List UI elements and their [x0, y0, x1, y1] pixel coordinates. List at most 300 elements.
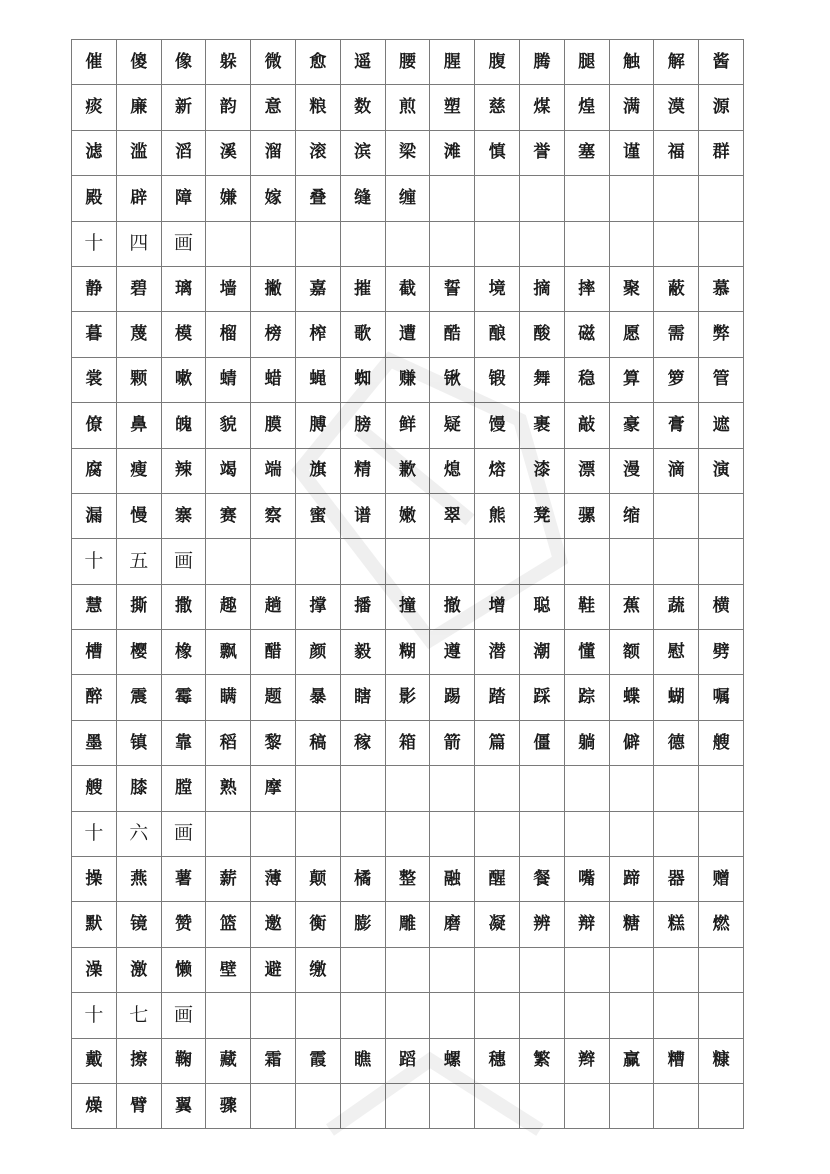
- character-cell: 艘: [72, 766, 117, 811]
- character-cell: 滔: [161, 130, 206, 175]
- stroke-heading-cell: [385, 221, 430, 266]
- character-cell: 漏: [72, 493, 117, 538]
- character-cell: 源: [699, 85, 744, 130]
- stroke-heading-cell: 画: [161, 539, 206, 584]
- empty-cell: [564, 766, 609, 811]
- character-cell: 端: [251, 448, 296, 493]
- character-cell: 煌: [564, 85, 609, 130]
- character-cell: 旗: [295, 448, 340, 493]
- character-cell: 蕉: [609, 584, 654, 629]
- character-cell: 漠: [654, 85, 699, 130]
- character-cell: 愈: [295, 40, 340, 85]
- empty-cell: [475, 947, 520, 992]
- character-cell: 辨: [519, 902, 564, 947]
- character-cell: 慰: [654, 630, 699, 675]
- character-cell: 凳: [519, 493, 564, 538]
- character-cell: 艘: [699, 720, 744, 765]
- empty-cell: [430, 176, 475, 221]
- character-cell: 稿: [295, 720, 340, 765]
- character-cell: 廉: [116, 85, 161, 130]
- character-cell: 蜡: [251, 357, 296, 402]
- empty-cell: [699, 176, 744, 221]
- character-cell: 疑: [430, 403, 475, 448]
- character-cell: 溪: [206, 130, 251, 175]
- character-row: [72, 448, 744, 493]
- character-cell: 缠: [385, 176, 430, 221]
- stroke-heading-cell: 十: [72, 811, 117, 856]
- character-cell: 蜻: [206, 357, 251, 402]
- character-cell: 潜: [475, 630, 520, 675]
- character-cell: 糕: [654, 902, 699, 947]
- character-cell: 慕: [699, 266, 744, 311]
- character-cell: 膏: [654, 403, 699, 448]
- character-cell: 殿: [72, 176, 117, 221]
- character-cell: 躺: [564, 720, 609, 765]
- stroke-heading-cell: [430, 539, 475, 584]
- stroke-heading-row: [72, 221, 744, 266]
- character-cell: 解: [654, 40, 699, 85]
- stroke-heading-cell: 画: [161, 221, 206, 266]
- character-cell: 暮: [72, 312, 117, 357]
- character-cell: 樱: [116, 630, 161, 675]
- character-cell: 辫: [564, 1038, 609, 1083]
- character-cell: 蜘: [340, 357, 385, 402]
- character-cell: 嘱: [699, 675, 744, 720]
- character-cell: 醉: [72, 675, 117, 720]
- character-cell: 群: [699, 130, 744, 175]
- character-cell: 篇: [475, 720, 520, 765]
- character-row: [72, 584, 744, 629]
- character-cell: 微: [251, 40, 296, 85]
- character-cell: 缝: [340, 176, 385, 221]
- character-cell: 梁: [385, 130, 430, 175]
- character-cell: 霞: [295, 1038, 340, 1083]
- character-cell: 糟: [654, 1038, 699, 1083]
- character-cell: 腐: [72, 448, 117, 493]
- character-cell: 燥: [72, 1083, 117, 1128]
- stroke-heading-cell: 十: [72, 539, 117, 584]
- character-cell: 遭: [385, 312, 430, 357]
- character-cell: 霜: [251, 1038, 296, 1083]
- character-cell: 嫩: [385, 493, 430, 538]
- character-cell: 蝴: [654, 675, 699, 720]
- stroke-heading-cell: [206, 993, 251, 1038]
- character-cell: 蔑: [116, 312, 161, 357]
- character-row: [72, 403, 744, 448]
- character-cell: 静: [72, 266, 117, 311]
- character-cell: 数: [340, 85, 385, 130]
- empty-cell: [699, 947, 744, 992]
- character-cell: 嘉: [295, 266, 340, 311]
- stroke-heading-cell: [475, 221, 520, 266]
- character-cell: 磁: [564, 312, 609, 357]
- character-cell: 薄: [251, 857, 296, 902]
- empty-cell: [519, 1083, 564, 1128]
- character-cell: 煤: [519, 85, 564, 130]
- character-cell: 雕: [385, 902, 430, 947]
- stroke-heading-cell: [295, 539, 340, 584]
- character-cell: 嘴: [564, 857, 609, 902]
- character-cell: 赠: [699, 857, 744, 902]
- empty-cell: [295, 1083, 340, 1128]
- character-cell: 煎: [385, 85, 430, 130]
- empty-cell: [609, 947, 654, 992]
- character-cell: 镇: [116, 720, 161, 765]
- character-cell: 壁: [206, 947, 251, 992]
- character-cell: 辣: [161, 448, 206, 493]
- character-cell: 播: [340, 584, 385, 629]
- character-cell: 酱: [699, 40, 744, 85]
- character-cell: 燕: [116, 857, 161, 902]
- stroke-heading-cell: [430, 993, 475, 1038]
- stroke-heading-cell: [251, 993, 296, 1038]
- character-cell: 凝: [475, 902, 520, 947]
- character-cell: 题: [251, 675, 296, 720]
- character-cell: 腿: [564, 40, 609, 85]
- character-cell: 燃: [699, 902, 744, 947]
- stroke-heading-cell: [295, 221, 340, 266]
- character-cell: 慧: [72, 584, 117, 629]
- character-cell: 瞧: [340, 1038, 385, 1083]
- character-cell: 瞒: [206, 675, 251, 720]
- character-cell: 腾: [519, 40, 564, 85]
- character-grid: [71, 39, 744, 1129]
- character-cell: 摩: [251, 766, 296, 811]
- character-cell: 膛: [161, 766, 206, 811]
- character-cell: 趟: [251, 584, 296, 629]
- character-cell: 繁: [519, 1038, 564, 1083]
- character-cell: 潮: [519, 630, 564, 675]
- stroke-heading-cell: 十: [72, 221, 117, 266]
- character-cell: 橘: [340, 857, 385, 902]
- character-cell: 整: [385, 857, 430, 902]
- character-cell: 赞: [161, 902, 206, 947]
- character-cell: 箱: [385, 720, 430, 765]
- empty-cell: [564, 1083, 609, 1128]
- character-cell: 薯: [161, 857, 206, 902]
- character-cell: 管: [699, 357, 744, 402]
- empty-cell: [699, 766, 744, 811]
- empty-cell: [519, 176, 564, 221]
- character-cell: 锻: [475, 357, 520, 402]
- character-cell: 遵: [430, 630, 475, 675]
- character-cell: 劈: [699, 630, 744, 675]
- character-cell: 箭: [430, 720, 475, 765]
- empty-cell: [609, 176, 654, 221]
- empty-cell: [295, 766, 340, 811]
- character-cell: 霉: [161, 675, 206, 720]
- character-row: [72, 176, 744, 221]
- empty-cell: [340, 766, 385, 811]
- character-cell: 演: [699, 448, 744, 493]
- character-cell: 碧: [116, 266, 161, 311]
- character-cell: 漆: [519, 448, 564, 493]
- character-cell: 障: [161, 176, 206, 221]
- character-cell: 意: [251, 85, 296, 130]
- empty-cell: [564, 176, 609, 221]
- character-cell: 傻: [116, 40, 161, 85]
- character-cell: 叠: [295, 176, 340, 221]
- character-cell: 锹: [430, 357, 475, 402]
- stroke-heading-cell: [206, 539, 251, 584]
- character-cell: 熟: [206, 766, 251, 811]
- character-cell: 赛: [206, 493, 251, 538]
- character-cell: 膀: [340, 403, 385, 448]
- stroke-heading-row: [72, 993, 744, 1038]
- character-cell: 漂: [564, 448, 609, 493]
- character-cell: 滩: [430, 130, 475, 175]
- character-cell: 熊: [475, 493, 520, 538]
- character-grid-body: [72, 40, 744, 1129]
- character-cell: 歌: [340, 312, 385, 357]
- character-cell: 膨: [340, 902, 385, 947]
- character-row: [72, 766, 744, 811]
- character-cell: 誓: [430, 266, 475, 311]
- character-cell: 愿: [609, 312, 654, 357]
- character-cell: 增: [475, 584, 520, 629]
- character-row: [72, 357, 744, 402]
- stroke-heading-cell: [564, 811, 609, 856]
- empty-cell: [654, 493, 699, 538]
- character-cell: 横: [699, 584, 744, 629]
- character-cell: 懂: [564, 630, 609, 675]
- character-cell: 塞: [564, 130, 609, 175]
- stroke-heading-cell: [340, 993, 385, 1038]
- character-cell: 痰: [72, 85, 117, 130]
- character-cell: 骤: [206, 1083, 251, 1128]
- stroke-heading-cell: [519, 221, 564, 266]
- character-cell: 需: [654, 312, 699, 357]
- character-cell: 熔: [475, 448, 520, 493]
- character-cell: 飘: [206, 630, 251, 675]
- character-cell: 翼: [161, 1083, 206, 1128]
- character-cell: 滤: [72, 130, 117, 175]
- stroke-heading-cell: 六: [116, 811, 161, 856]
- character-cell: 辟: [116, 176, 161, 221]
- character-cell: 酸: [519, 312, 564, 357]
- character-row: [72, 1083, 744, 1128]
- character-cell: 漫: [609, 448, 654, 493]
- character-cell: 精: [340, 448, 385, 493]
- stroke-heading-cell: [519, 993, 564, 1038]
- character-row: [72, 493, 744, 538]
- stroke-heading-cell: [340, 539, 385, 584]
- stroke-heading-cell: [699, 993, 744, 1038]
- character-cell: 摔: [564, 266, 609, 311]
- character-row: [72, 675, 744, 720]
- character-cell: 蹈: [385, 1038, 430, 1083]
- stroke-heading-cell: [340, 811, 385, 856]
- character-cell: 踏: [475, 675, 520, 720]
- character-cell: 撒: [161, 584, 206, 629]
- character-cell: 腰: [385, 40, 430, 85]
- character-cell: 踪: [564, 675, 609, 720]
- stroke-heading-cell: [295, 993, 340, 1038]
- character-cell: 额: [609, 630, 654, 675]
- character-cell: 餐: [519, 857, 564, 902]
- character-cell: 橡: [161, 630, 206, 675]
- empty-cell: [654, 1083, 699, 1128]
- character-cell: 影: [385, 675, 430, 720]
- character-cell: 蝇: [295, 357, 340, 402]
- character-cell: 躲: [206, 40, 251, 85]
- character-cell: 蔽: [654, 266, 699, 311]
- empty-cell: [609, 1083, 654, 1128]
- character-cell: 察: [251, 493, 296, 538]
- character-cell: 德: [654, 720, 699, 765]
- character-cell: 榜: [251, 312, 296, 357]
- stroke-heading-cell: 十: [72, 993, 117, 1038]
- empty-cell: [340, 1083, 385, 1128]
- empty-cell: [430, 766, 475, 811]
- stroke-heading-cell: 七: [116, 993, 161, 1038]
- empty-cell: [519, 947, 564, 992]
- character-cell: 摧: [340, 266, 385, 311]
- character-cell: 颗: [116, 357, 161, 402]
- character-cell: 滥: [116, 130, 161, 175]
- character-cell: 踩: [519, 675, 564, 720]
- character-cell: 嫌: [206, 176, 251, 221]
- character-cell: 黎: [251, 720, 296, 765]
- character-cell: 趣: [206, 584, 251, 629]
- empty-cell: [385, 947, 430, 992]
- stroke-heading-cell: [699, 539, 744, 584]
- character-cell: 满: [609, 85, 654, 130]
- empty-cell: [654, 176, 699, 221]
- character-cell: 谨: [609, 130, 654, 175]
- character-cell: 滚: [295, 130, 340, 175]
- character-cell: 避: [251, 947, 296, 992]
- character-cell: 融: [430, 857, 475, 902]
- character-row: [72, 720, 744, 765]
- character-cell: 截: [385, 266, 430, 311]
- empty-cell: [475, 766, 520, 811]
- character-cell: 暴: [295, 675, 340, 720]
- character-cell: 酷: [430, 312, 475, 357]
- character-row: [72, 85, 744, 130]
- character-cell: 僻: [609, 720, 654, 765]
- character-cell: 僚: [72, 403, 117, 448]
- character-cell: 新: [161, 85, 206, 130]
- character-cell: 滴: [654, 448, 699, 493]
- character-cell: 螺: [430, 1038, 475, 1083]
- character-cell: 篮: [206, 902, 251, 947]
- stroke-heading-cell: [564, 993, 609, 1038]
- stroke-heading-cell: [564, 539, 609, 584]
- character-cell: 撞: [385, 584, 430, 629]
- character-row: [72, 857, 744, 902]
- empty-cell: [654, 947, 699, 992]
- character-cell: 毅: [340, 630, 385, 675]
- empty-cell: [699, 1083, 744, 1128]
- stroke-heading-cell: [385, 539, 430, 584]
- character-cell: 裹: [519, 403, 564, 448]
- character-cell: 瞎: [340, 675, 385, 720]
- character-cell: 誉: [519, 130, 564, 175]
- character-cell: 滨: [340, 130, 385, 175]
- character-cell: 邀: [251, 902, 296, 947]
- character-cell: 醋: [251, 630, 296, 675]
- character-cell: 嫁: [251, 176, 296, 221]
- stroke-heading-cell: [519, 539, 564, 584]
- stroke-heading-cell: [206, 221, 251, 266]
- empty-cell: [385, 1083, 430, 1128]
- character-cell: 稳: [564, 357, 609, 402]
- character-cell: 鞋: [564, 584, 609, 629]
- stroke-heading-row: [72, 811, 744, 856]
- stroke-heading-cell: [609, 993, 654, 1038]
- character-cell: 歉: [385, 448, 430, 493]
- character-cell: 馒: [475, 403, 520, 448]
- stroke-heading-cell: [340, 221, 385, 266]
- character-cell: 腹: [475, 40, 520, 85]
- character-cell: 弊: [699, 312, 744, 357]
- empty-cell: [475, 1083, 520, 1128]
- character-cell: 聚: [609, 266, 654, 311]
- character-cell: 榨: [295, 312, 340, 357]
- character-cell: 裳: [72, 357, 117, 402]
- stroke-heading-cell: [475, 811, 520, 856]
- character-cell: 激: [116, 947, 161, 992]
- character-cell: 镜: [116, 902, 161, 947]
- stroke-heading-cell: [385, 993, 430, 1038]
- stroke-heading-cell: [699, 811, 744, 856]
- empty-cell: [609, 766, 654, 811]
- stroke-heading-cell: [609, 811, 654, 856]
- character-cell: 算: [609, 357, 654, 402]
- character-cell: 踢: [430, 675, 475, 720]
- stroke-heading-cell: 画: [161, 993, 206, 1038]
- character-row: [72, 40, 744, 85]
- character-cell: 撇: [251, 266, 296, 311]
- character-cell: 鞠: [161, 1038, 206, 1083]
- stroke-heading-cell: [654, 539, 699, 584]
- character-cell: 聪: [519, 584, 564, 629]
- character-cell: 榴: [206, 312, 251, 357]
- character-row: [72, 947, 744, 992]
- character-cell: 震: [116, 675, 161, 720]
- character-cell: 缩: [609, 493, 654, 538]
- character-cell: 模: [161, 312, 206, 357]
- character-cell: 溜: [251, 130, 296, 175]
- character-cell: 嗽: [161, 357, 206, 402]
- character-cell: 靠: [161, 720, 206, 765]
- character-cell: 槽: [72, 630, 117, 675]
- character-cell: 器: [654, 857, 699, 902]
- stroke-heading-cell: 五: [116, 539, 161, 584]
- character-cell: 摘: [519, 266, 564, 311]
- character-cell: 操: [72, 857, 117, 902]
- stroke-heading-cell: [609, 539, 654, 584]
- stroke-heading-cell: [206, 811, 251, 856]
- character-cell: 璃: [161, 266, 206, 311]
- character-cell: 磨: [430, 902, 475, 947]
- character-row: [72, 312, 744, 357]
- empty-cell: [699, 493, 744, 538]
- character-cell: 催: [72, 40, 117, 85]
- stroke-heading-cell: [519, 811, 564, 856]
- stroke-heading-cell: [385, 811, 430, 856]
- character-cell: 颠: [295, 857, 340, 902]
- character-cell: 墨: [72, 720, 117, 765]
- character-cell: 懒: [161, 947, 206, 992]
- character-cell: 箩: [654, 357, 699, 402]
- character-cell: 舞: [519, 357, 564, 402]
- character-cell: 遮: [699, 403, 744, 448]
- empty-cell: [430, 947, 475, 992]
- character-row: [72, 130, 744, 175]
- character-cell: 擦: [116, 1038, 161, 1083]
